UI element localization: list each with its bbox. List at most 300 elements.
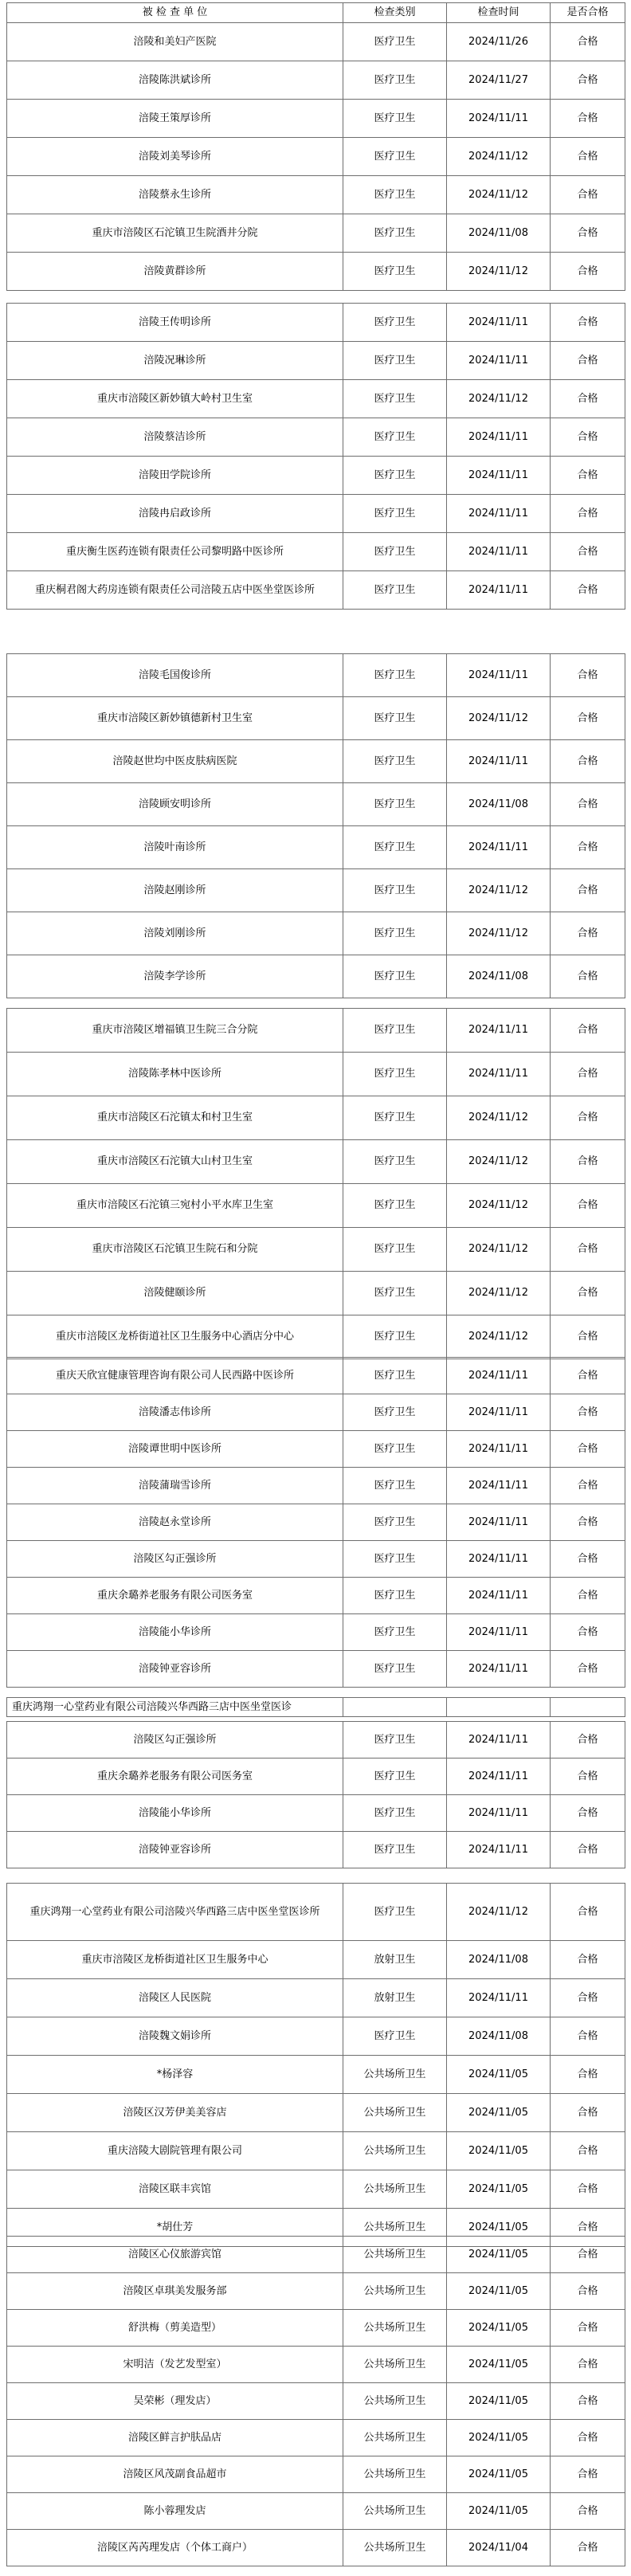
- unit-name-cell: 涪陵叶南诊所: [7, 826, 343, 869]
- date-cell: 2024/11/08: [447, 1941, 551, 1979]
- table-row: [7, 1941, 625, 1979]
- table-row: [7, 342, 625, 380]
- category-cell: 医疗卫生: [343, 1468, 447, 1504]
- result-cell: 合格: [551, 100, 625, 138]
- category-cell: 医疗卫生: [343, 1358, 447, 1394]
- unit-name-cell: 重庆市涪陵区石沱镇卫生院石和分院: [7, 1228, 343, 1272]
- record-block: [6, 1697, 625, 1717]
- unit-name-cell: 涪陵赵世均中医皮肤病医院: [7, 740, 343, 783]
- date-cell: 2024/11/12: [447, 1140, 551, 1184]
- result-cell: 合格: [551, 1504, 625, 1541]
- result-cell: 合格: [551, 955, 625, 998]
- result-cell: 合格: [551, 1140, 625, 1184]
- table-row: [7, 1651, 625, 1688]
- table-row: [7, 2237, 625, 2273]
- date-cell: 2024/11/12: [447, 912, 551, 955]
- category-cell: 医疗卫生: [343, 1884, 447, 1941]
- date-cell: [447, 1698, 551, 1717]
- table-row: [7, 1272, 625, 1315]
- unit-name-cell: 重庆市涪陵区石沱镇太和村卫生室: [7, 1096, 343, 1140]
- unit-name-cell: 涪陵区风茂副食品超市: [7, 2456, 343, 2493]
- date-cell: 2024/11/08: [447, 955, 551, 998]
- table-row: [7, 2273, 625, 2310]
- result-cell: 合格: [551, 2273, 625, 2310]
- result-cell: 合格: [551, 571, 625, 610]
- unit-name-cell: 涪陵黄群诊所: [7, 253, 343, 291]
- date-cell: 2024/11/12: [447, 1096, 551, 1140]
- result-cell: 合格: [551, 1832, 625, 1868]
- date-cell: 2024/11/12: [447, 1184, 551, 1228]
- unit-name-cell: *胡仕芳: [7, 2209, 343, 2247]
- table-row: [7, 571, 625, 610]
- category-cell: 医疗卫生: [343, 1228, 447, 1272]
- result-cell: 合格: [551, 1941, 625, 1979]
- category-cell: 医疗卫生: [343, 1140, 447, 1184]
- table-row: [7, 1009, 625, 1053]
- table-row: [7, 1979, 625, 2017]
- unit-name-cell: 涪陵健颐诊所: [7, 1272, 343, 1315]
- table-row: [7, 783, 625, 826]
- table-row: [7, 1053, 625, 1096]
- table-row: [7, 61, 625, 100]
- record-block: [6, 653, 625, 998]
- table-row: [7, 1096, 625, 1140]
- table-row: [7, 869, 625, 912]
- result-cell: 合格: [551, 253, 625, 291]
- unit-name-cell: 涪陵刘美琴诊所: [7, 138, 343, 176]
- table-row: [7, 1394, 625, 1431]
- category-cell: 公共场所卫生: [343, 2347, 447, 2383]
- table-row: [7, 1140, 625, 1184]
- result-cell: 合格: [551, 1722, 625, 1759]
- category-cell: 医疗卫生: [343, 1053, 447, 1096]
- unit-name-cell: 涪陵田学院诊所: [7, 457, 343, 495]
- unit-name-cell: 涪陵王传明诊所: [7, 304, 343, 342]
- result-cell: 合格: [551, 826, 625, 869]
- date-cell: 2024/11/05: [447, 2170, 551, 2209]
- date-cell: 2024/11/11: [447, 1358, 551, 1394]
- table-row: [7, 23, 625, 61]
- table-row: [7, 2310, 625, 2347]
- result-cell: 合格: [551, 61, 625, 100]
- table-row: [7, 1614, 625, 1651]
- category-cell: 医疗卫生: [343, 869, 447, 912]
- result-cell: 合格: [551, 1651, 625, 1688]
- unit-name-cell: 涪陵蔡永生诊所: [7, 176, 343, 214]
- unit-name-cell: 涪陵魏文娟诊所: [7, 2017, 343, 2056]
- unit-name-cell: 重庆鸿翔一心堂药业有限公司涪陵兴华西路三店中医坐堂医诊: [7, 1698, 343, 1717]
- category-cell: 公共场所卫生: [343, 2273, 447, 2310]
- category-cell: 医疗卫生: [343, 826, 447, 869]
- record-block: [6, 2, 625, 291]
- category-cell: 医疗卫生: [343, 1096, 447, 1140]
- unit-name-cell: 涪陵陈洪斌诊所: [7, 61, 343, 100]
- category-cell: 公共场所卫生: [343, 2056, 447, 2094]
- result-cell: 合格: [551, 1431, 625, 1468]
- result-cell: 合格: [551, 2017, 625, 2056]
- category-cell: 医疗卫生: [343, 654, 447, 697]
- unit-name-cell: 涪陵区勾正强诊所: [7, 1722, 343, 1759]
- date-cell: 2024/11/11: [447, 533, 551, 571]
- table-row: [7, 253, 625, 291]
- category-cell: 医疗卫生: [343, 1504, 447, 1541]
- table-row: [7, 214, 625, 253]
- result-cell: [551, 1698, 625, 1717]
- category-cell: 医疗卫生: [343, 1431, 447, 1468]
- date-cell: 2024/11/08: [447, 2017, 551, 2056]
- unit-name-cell: 涪陵刘刚诊所: [7, 912, 343, 955]
- date-cell: 2024/11/12: [447, 138, 551, 176]
- result-cell: 合格: [551, 1394, 625, 1431]
- record-block: [6, 2236, 625, 2566]
- date-cell: 2024/11/11: [447, 1431, 551, 1468]
- result-cell: 合格: [551, 2383, 625, 2420]
- category-cell: 医疗卫生: [343, 418, 447, 457]
- unit-name-cell: 涪陵赵刚诊所: [7, 869, 343, 912]
- table-row: [7, 2056, 625, 2094]
- unit-name-cell: 重庆市涪陵区石沱镇三宛村小平水库卫生室: [7, 1184, 343, 1228]
- unit-name-cell: 涪陵谭世明中医诊所: [7, 1431, 343, 1468]
- result-cell: 合格: [551, 2209, 625, 2247]
- unit-name-cell: 涪陵李学诊所: [7, 955, 343, 998]
- header-result: 是否合格: [551, 3, 625, 23]
- category-cell: 医疗卫生: [343, 955, 447, 998]
- result-cell: 合格: [551, 740, 625, 783]
- unit-name-cell: 重庆余璐养老服务有限公司医务室: [7, 1759, 343, 1795]
- unit-name-cell: 涪陵钟亚容诊所: [7, 1651, 343, 1688]
- result-cell: 合格: [551, 214, 625, 253]
- result-cell: 合格: [551, 2347, 625, 2383]
- table-row: [7, 826, 625, 869]
- unit-name-cell: 涪陵和美妇产医院: [7, 23, 343, 61]
- unit-name-cell: 涪陵区卓琪美发服务部: [7, 2273, 343, 2310]
- unit-name-cell: 重庆市涪陵区增福镇卫生院三合分院: [7, 1009, 343, 1053]
- date-cell: 2024/11/11: [447, 1504, 551, 1541]
- unit-name-cell: 涪陵王策厚诊所: [7, 100, 343, 138]
- record-block: [6, 1883, 625, 2247]
- header-unit: 被 检 查 单 位: [7, 3, 343, 23]
- date-cell: 2024/11/05: [447, 2383, 551, 2420]
- unit-name-cell: 重庆市涪陵区新妙镇德新村卫生室: [7, 697, 343, 740]
- date-cell: 2024/11/11: [447, 654, 551, 697]
- table-row: [7, 495, 625, 533]
- unit-name-cell: 舒洪梅（剪美造型）: [7, 2310, 343, 2347]
- table-row: [7, 654, 625, 697]
- result-cell: 合格: [551, 1578, 625, 1614]
- table-row: [7, 1832, 625, 1868]
- date-cell: 2024/11/12: [447, 697, 551, 740]
- date-cell: 2024/11/11: [447, 100, 551, 138]
- record-block: [6, 1008, 625, 1359]
- date-cell: 2024/11/11: [447, 1394, 551, 1431]
- table-row: [7, 1431, 625, 1468]
- category-cell: 公共场所卫生: [343, 2530, 447, 2566]
- result-cell: 合格: [551, 1358, 625, 1394]
- result-cell: 合格: [551, 2310, 625, 2347]
- date-cell: 2024/11/11: [447, 1614, 551, 1651]
- table-row: [7, 2094, 625, 2132]
- result-cell: 合格: [551, 783, 625, 826]
- unit-name-cell: 重庆余璐养老服务有限公司医务室: [7, 1578, 343, 1614]
- table-row: [7, 2456, 625, 2493]
- table-row: [7, 1541, 625, 1578]
- category-cell: 医疗卫生: [343, 457, 447, 495]
- result-cell: 合格: [551, 2237, 625, 2273]
- category-cell: 医疗卫生: [343, 1759, 447, 1795]
- category-cell: 医疗卫生: [343, 571, 447, 610]
- unit-name-cell: 重庆市涪陵区新妙镇大岭村卫生室: [7, 380, 343, 418]
- table-row: [7, 1698, 625, 1717]
- date-cell: 2024/11/04: [447, 2530, 551, 2566]
- result-cell: 合格: [551, 342, 625, 380]
- category-cell: 医疗卫生: [343, 100, 447, 138]
- date-cell: 2024/11/05: [447, 2209, 551, 2247]
- table-row: [7, 697, 625, 740]
- unit-name-cell: 涪陵区芮芮理发店（个体工商户）: [7, 2530, 343, 2566]
- date-cell: 2024/11/11: [447, 457, 551, 495]
- category-cell: 医疗卫生: [343, 1832, 447, 1868]
- date-cell: 2024/11/11: [447, 495, 551, 533]
- result-cell: 合格: [551, 533, 625, 571]
- unit-name-cell: 重庆鸿翔一心堂药业有限公司涪陵兴华西路三店中医坐堂医诊所: [7, 1884, 343, 1941]
- table-row: [7, 1578, 625, 1614]
- category-cell: 医疗卫生: [343, 740, 447, 783]
- unit-name-cell: 涪陵况琳诊所: [7, 342, 343, 380]
- table-row: [7, 740, 625, 783]
- category-cell: 公共场所卫生: [343, 2209, 447, 2247]
- table-row: [7, 1795, 625, 1832]
- category-cell: 医疗卫生: [343, 495, 447, 533]
- table-row: [7, 533, 625, 571]
- table-row: [7, 2132, 625, 2170]
- unit-name-cell: 涪陵蒲瑞雪诊所: [7, 1468, 343, 1504]
- table-row: [7, 955, 625, 998]
- category-cell: 医疗卫生: [343, 253, 447, 291]
- category-cell: 医疗卫生: [343, 176, 447, 214]
- date-cell: 2024/11/11: [447, 1651, 551, 1688]
- result-cell: 合格: [551, 304, 625, 342]
- date-cell: 2024/11/11: [447, 342, 551, 380]
- date-cell: 2024/11/11: [447, 304, 551, 342]
- result-cell: 合格: [551, 2170, 625, 2209]
- result-cell: 合格: [551, 2094, 625, 2132]
- unit-name-cell: 涪陵顾安明诊所: [7, 783, 343, 826]
- result-cell: 合格: [551, 1315, 625, 1359]
- date-cell: 2024/11/12: [447, 1315, 551, 1359]
- date-cell: 2024/11/11: [447, 1009, 551, 1053]
- category-cell: 公共场所卫生: [343, 2420, 447, 2456]
- table-row: [7, 138, 625, 176]
- table-row: [7, 1468, 625, 1504]
- result-cell: 合格: [551, 418, 625, 457]
- unit-name-cell: 陈小蓉理发店: [7, 2493, 343, 2530]
- category-cell: 公共场所卫生: [343, 2310, 447, 2347]
- date-cell: 2024/11/27: [447, 61, 551, 100]
- table-row: [7, 1504, 625, 1541]
- date-cell: 2024/11/05: [447, 2347, 551, 2383]
- category-cell: 医疗卫生: [343, 214, 447, 253]
- result-cell: 合格: [551, 1228, 625, 1272]
- date-cell: 2024/11/11: [447, 1979, 551, 2017]
- header-date: 检查时间: [447, 3, 551, 23]
- category-cell: 医疗卫生: [343, 1394, 447, 1431]
- table-row: [7, 1759, 625, 1795]
- result-cell: 合格: [551, 2493, 625, 2530]
- result-cell: 合格: [551, 1009, 625, 1053]
- date-cell: 2024/11/08: [447, 214, 551, 253]
- table-row: [7, 2493, 625, 2530]
- category-cell: 医疗卫生: [343, 61, 447, 100]
- category-cell: 医疗卫生: [343, 912, 447, 955]
- unit-name-cell: 重庆市涪陵区龙桥街道社区卫生服务中心: [7, 1941, 343, 1979]
- category-cell: 医疗卫生: [343, 2017, 447, 2056]
- result-cell: 合格: [551, 654, 625, 697]
- date-cell: 2024/11/11: [447, 826, 551, 869]
- result-cell: 合格: [551, 2056, 625, 2094]
- unit-name-cell: 重庆市涪陵区龙桥街道社区卫生服务中心酒店分中心: [7, 1315, 343, 1359]
- unit-name-cell: 涪陵区心仪旅游宾馆: [7, 2237, 343, 2273]
- unit-name-cell: 宋明洁（发艺发型室）: [7, 2347, 343, 2383]
- category-cell: 医疗卫生: [343, 1722, 447, 1759]
- table-row: [7, 2017, 625, 2056]
- result-cell: 合格: [551, 380, 625, 418]
- table-row: [7, 457, 625, 495]
- result-cell: 合格: [551, 1541, 625, 1578]
- date-cell: 2024/11/12: [447, 253, 551, 291]
- category-cell: 医疗卫生: [343, 304, 447, 342]
- result-cell: 合格: [551, 23, 625, 61]
- result-cell: 合格: [551, 2530, 625, 2566]
- unit-name-cell: 涪陵能小华诊所: [7, 1795, 343, 1832]
- table-row: [7, 1315, 625, 1359]
- result-cell: 合格: [551, 1468, 625, 1504]
- unit-name-cell: 重庆天欣宜健康管理咨询有限公司人民西路中医诊所: [7, 1358, 343, 1394]
- result-cell: 合格: [551, 1884, 625, 1941]
- result-cell: 合格: [551, 912, 625, 955]
- unit-name-cell: 涪陵钟亚容诊所: [7, 1832, 343, 1868]
- date-cell: 2024/11/05: [447, 2132, 551, 2170]
- date-cell: 2024/11/05: [447, 2056, 551, 2094]
- result-cell: 合格: [551, 495, 625, 533]
- record-block: [6, 1721, 625, 1868]
- category-cell: 医疗卫生: [343, 1272, 447, 1315]
- result-cell: 合格: [551, 1759, 625, 1795]
- unit-name-cell: 涪陵赵永堂诊所: [7, 1504, 343, 1541]
- unit-name-cell: *杨泽容: [7, 2056, 343, 2094]
- table-row: [7, 418, 625, 457]
- category-cell: 公共场所卫生: [343, 2456, 447, 2493]
- category-cell: 公共场所卫生: [343, 2170, 447, 2209]
- category-cell: 医疗卫生: [343, 1541, 447, 1578]
- result-cell: 合格: [551, 1979, 625, 2017]
- date-cell: 2024/11/08: [447, 783, 551, 826]
- category-cell: 公共场所卫生: [343, 2493, 447, 2530]
- result-cell: 合格: [551, 1184, 625, 1228]
- category-cell: 医疗卫生: [343, 1795, 447, 1832]
- result-cell: 合格: [551, 1053, 625, 1096]
- date-cell: 2024/11/11: [447, 1722, 551, 1759]
- unit-name-cell: 涪陵能小华诊所: [7, 1614, 343, 1651]
- date-cell: 2024/11/05: [447, 2237, 551, 2273]
- record-block: [6, 1357, 625, 1688]
- table-row: [7, 2530, 625, 2566]
- category-cell: 放射卫生: [343, 1941, 447, 1979]
- category-cell: 公共场所卫生: [343, 2383, 447, 2420]
- unit-name-cell: 重庆市涪陵区石沱镇大山村卫生室: [7, 1140, 343, 1184]
- category-cell: 医疗卫生: [343, 342, 447, 380]
- date-cell: 2024/11/12: [447, 1272, 551, 1315]
- category-cell: 医疗卫生: [343, 23, 447, 61]
- category-cell: 公共场所卫生: [343, 2094, 447, 2132]
- record-block: [6, 303, 625, 610]
- date-cell: 2024/11/12: [447, 380, 551, 418]
- table-row: [7, 304, 625, 342]
- unit-name-cell: 重庆桐君阁大药房连锁有限责任公司涪陵五店中医坐堂医诊所: [7, 571, 343, 610]
- date-cell: 2024/11/12: [447, 1228, 551, 1272]
- result-cell: 合格: [551, 457, 625, 495]
- result-cell: 合格: [551, 2456, 625, 2493]
- unit-name-cell: 重庆涪陵大剧院管理有限公司: [7, 2132, 343, 2170]
- date-cell: 2024/11/05: [447, 2310, 551, 2347]
- unit-name-cell: 涪陵区人民医院: [7, 1979, 343, 2017]
- table-row: [7, 2347, 625, 2383]
- category-cell: 医疗卫生: [343, 697, 447, 740]
- category-cell: 医疗卫生: [343, 1651, 447, 1688]
- table-row: [7, 1358, 625, 1394]
- table-row: [7, 1722, 625, 1759]
- unit-name-cell: 涪陵区汉芳伊美美容店: [7, 2094, 343, 2132]
- date-cell: 2024/11/11: [447, 1759, 551, 1795]
- category-cell: 医疗卫生: [343, 1184, 447, 1228]
- date-cell: 2024/11/11: [447, 1468, 551, 1504]
- date-cell: 2024/11/05: [447, 2493, 551, 2530]
- result-cell: 合格: [551, 1096, 625, 1140]
- result-cell: 合格: [551, 697, 625, 740]
- table-row: [7, 1184, 625, 1228]
- category-cell: 公共场所卫生: [343, 2237, 447, 2273]
- header-category: 检查类别: [343, 3, 447, 23]
- table-row: [7, 100, 625, 138]
- table-row: [7, 2383, 625, 2420]
- table-row: [7, 912, 625, 955]
- table-row: [7, 380, 625, 418]
- date-cell: 2024/11/11: [447, 1053, 551, 1096]
- date-cell: 2024/11/12: [447, 869, 551, 912]
- unit-name-cell: 涪陵区勾正强诊所: [7, 1541, 343, 1578]
- date-cell: 2024/11/05: [447, 2456, 551, 2493]
- unit-name-cell: 涪陵潘志伟诊所: [7, 1394, 343, 1431]
- unit-name-cell: 重庆市涪陵区石沱镇卫生院酒井分院: [7, 214, 343, 253]
- result-cell: 合格: [551, 2420, 625, 2456]
- table-row: [7, 2420, 625, 2456]
- table-row: [7, 1228, 625, 1272]
- category-cell: 医疗卫生: [343, 1614, 447, 1651]
- date-cell: 2024/11/11: [447, 1578, 551, 1614]
- unit-name-cell: 涪陵区鲜言护肤品店: [7, 2420, 343, 2456]
- result-cell: 合格: [551, 1795, 625, 1832]
- category-cell: 医疗卫生: [343, 1578, 447, 1614]
- date-cell: 2024/11/11: [447, 1832, 551, 1868]
- category-cell: 医疗卫生: [343, 1315, 447, 1359]
- date-cell: 2024/11/12: [447, 176, 551, 214]
- result-cell: 合格: [551, 1614, 625, 1651]
- table-row: [7, 1884, 625, 1941]
- result-cell: 合格: [551, 1272, 625, 1315]
- category-cell: 医疗卫生: [343, 533, 447, 571]
- category-cell: 公共场所卫生: [343, 2132, 447, 2170]
- date-cell: 2024/11/11: [447, 418, 551, 457]
- date-cell: 2024/11/12: [447, 1884, 551, 1941]
